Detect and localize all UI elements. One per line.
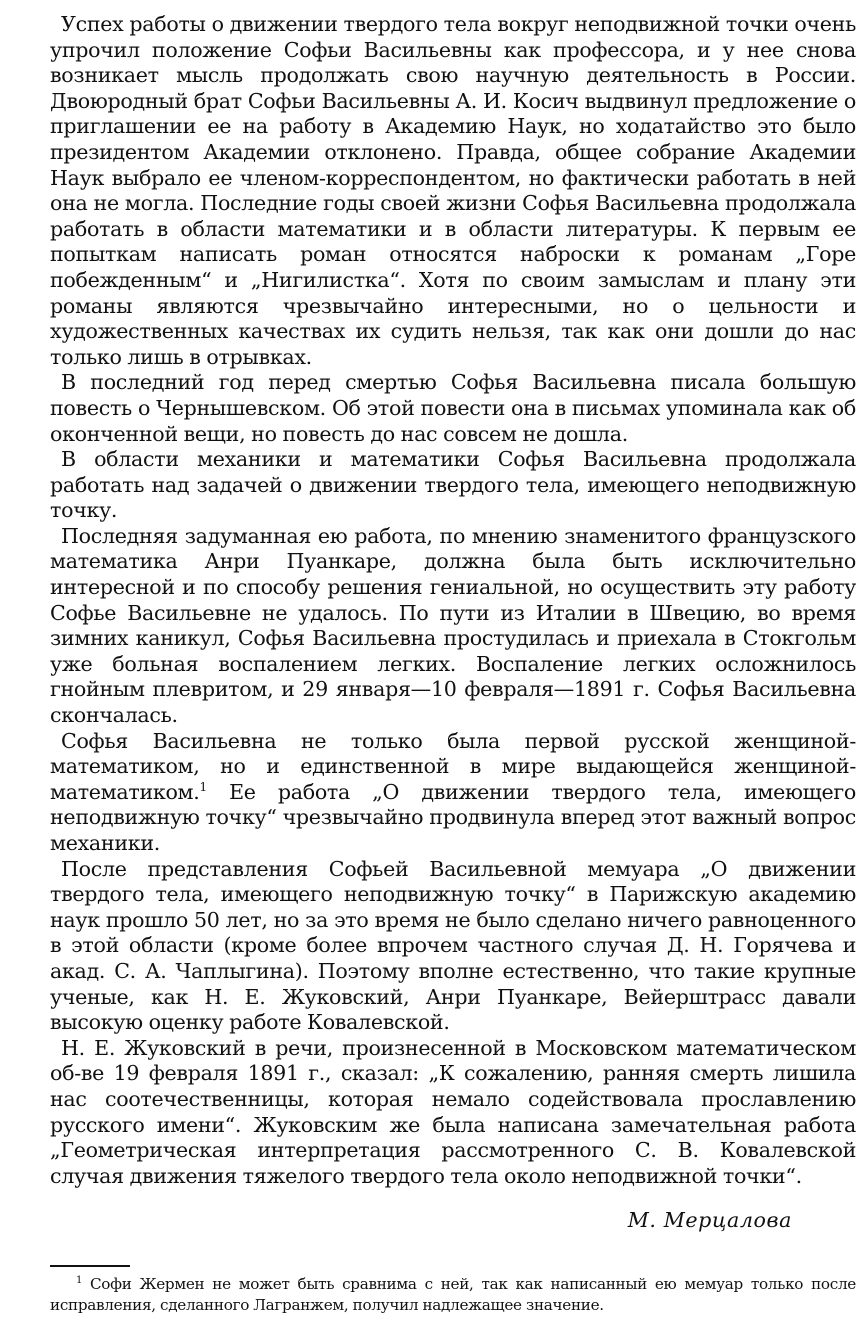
paragraph-7: Н. Е. Жуковский в речи, произнесенной в Московском математическом об-ве 19 февраля 1891 г., сказал: „К сожалению, ранняя смерть лишила нас соотечественницы, которая немало содействовала прославлению русского имени“. Жуковским же была написана замечательная работа „Геометрическая интерпретация рассмотренного С. В. Ковалевской случая движения тяжелого твердого тела около неподвижной точки“. xyxy=(50,1035,856,1188)
footnote-marker: 1 xyxy=(76,1274,83,1286)
footnote-divider xyxy=(50,1265,130,1267)
paragraph-5 xyxy=(50,729,856,857)
paragraph-3: В области механики и математики Софья Васильевна продолжала работать над задачей о движении твердого тела, имеющего неподвижную точку. xyxy=(50,447,856,523)
paragraph-4: Последняя задуманная ею работа, по мнению знаменитого французского математика Анри Пуанкаре, должна была быть исключительно интересной и по способу решения гениальной, но осуществить эту работу Софье Васильевне не удалось. По пути из Италии в Швецию, во время зимних каникул, Софья Васильевна простудилась и приехала в Стокгольм уже больная воспалением легких. Воспаление легких осложнилось гнойным плевритом, и 29 января—10 февраля—1891 г. Софья Васильевна скончалась. xyxy=(50,523,856,728)
author-signature: М. Мерцалова xyxy=(627,1208,792,1233)
paragraph-1: Успех работы о движении твердого тела вокруг неподвижной точки очень упрочил положение Софьи Васильевны как профессора, и у нее снова возникает мысль продолжать свою научную деятельность в России. Двоюродный брат Софьи Васильевны А. И. Косич выдвинул предложение о приглашении ее на работу в Академию Наук, но ходатайство это было президентом Академии отклонено. Правда, общее собрание Академии Наук выбрало ее членом-корреспондентом, но фактически работать в ней она не могла. Последние годы своей жизни Софья Васильевна продолжала работать в области математики и в области литературы. К первым ее попыткам написать роман относятся наброски к романам „Горе побежденным“ и „Нигилистка“. Хотя по своим замыслам и плану эти романы являются чрезвычайно интересными, но о цельности и художественных качествах их судить нельзя, так как они дошли до нас только лишь в отрывках. xyxy=(50,12,856,369)
footnote xyxy=(50,1274,856,1315)
paragraph-5-text: Софья Васильевна не только была первой русской женщиной-математиком, но и единственной в мире выдающейся женщиной-математиком. xyxy=(50,728,856,804)
footnote-text: Софи Жермен не может быть сравнима с ней, так как написанный ею мемуар только после исправления, сделанного Лагранжем, получил надлежащее значение. xyxy=(50,1275,856,1314)
footnote-reference: 1 xyxy=(199,779,207,794)
paragraph-6: После представления Софьей Васильевной мемуара „О движении твердого тела, имеющего неподвижную точку“ в Парижскую академию наук прошло 50 лет, но за это время не было сделано ничего равноценного в этой области (кроме более впрочем частного случая Д. Н. Горячева и акад. С. А. Чаплыгина). Поэтому вполне естественно, что такие крупные ученые, как Н. Е. Жуковский, Анри Пуанкаре, Вейерштрасс давали высокую оценку работе Ковалевской. xyxy=(50,856,856,1035)
paragraph-5-text-cont: Ее работа „О движении твердого тела, имеющего неподвижную точку“ чрезвычайно продвинула вперед этот важный вопрос механики. xyxy=(50,779,856,855)
paragraph-2: В последний год перед смертью Софья Васильевна писала большую повесть о Чернышевском. Об этой повести она в письмах упоминала как об оконченной вещи, но повесть до нас совсем не дошла. xyxy=(50,370,856,446)
article-body xyxy=(50,12,856,1233)
